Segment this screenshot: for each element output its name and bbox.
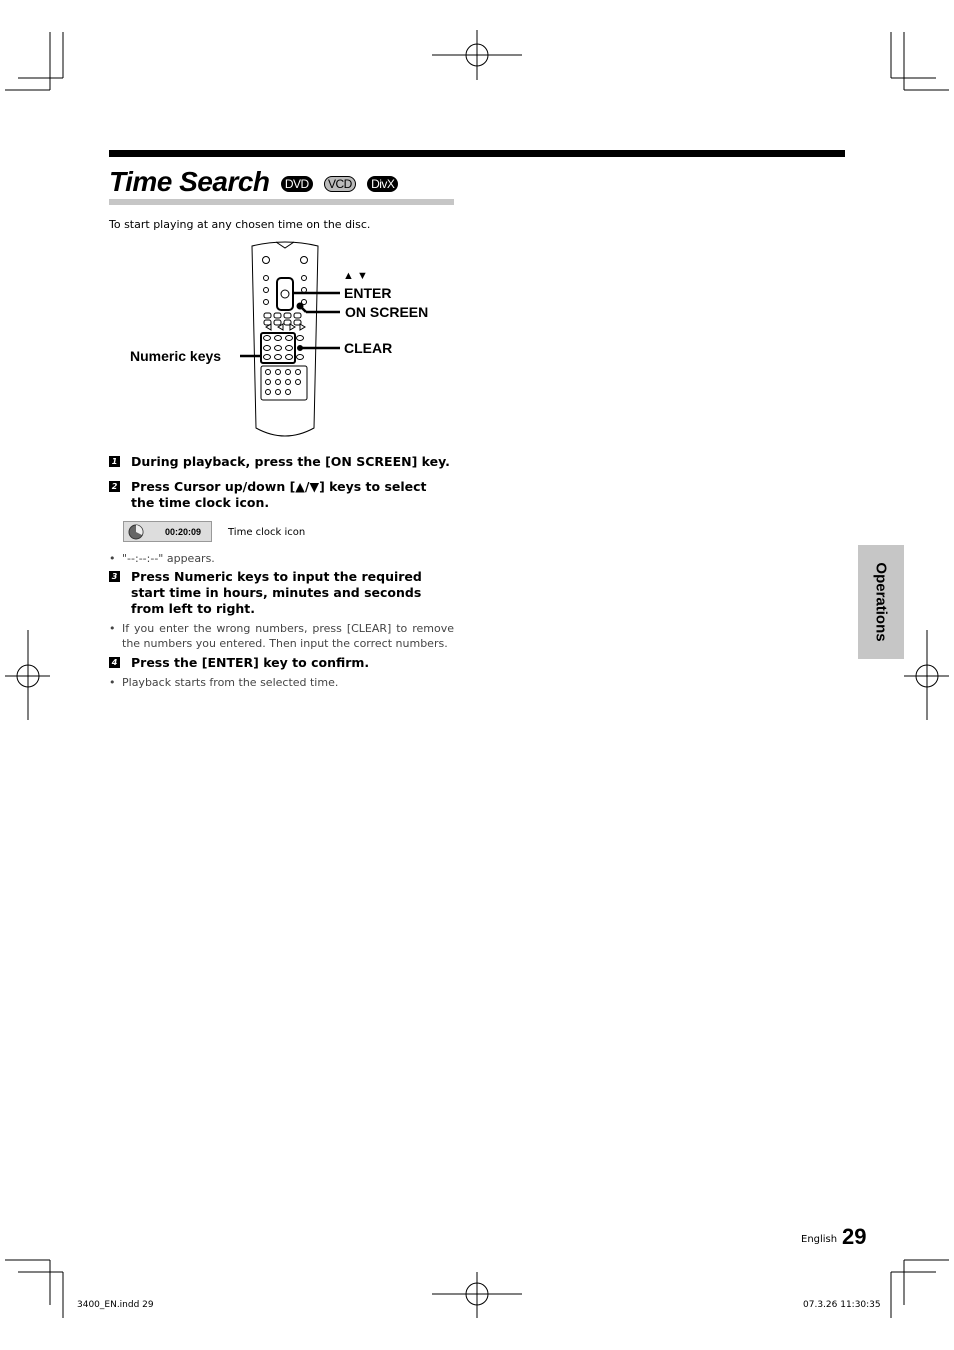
page-title bbox=[109, 166, 398, 198]
step-4 bbox=[109, 655, 454, 671]
step-text: Press Cursor up/down [▲/▼] keys to select the time clock icon. bbox=[131, 479, 427, 510]
step-text: Press Numeric keys to input the required start time in hours, minutes and seconds from left to right. bbox=[131, 569, 422, 616]
on-screen-label: ON SCREEN bbox=[345, 304, 429, 320]
page-title-text: Time Search bbox=[109, 166, 270, 197]
vcd-badge: VCD bbox=[324, 176, 356, 192]
title-underline bbox=[109, 199, 454, 205]
clear-label: CLEAR bbox=[344, 340, 393, 356]
footer-language: English bbox=[801, 1234, 838, 1245]
bullet-appears: • "--:--:--" appears. bbox=[109, 551, 454, 566]
clock-caption: Time clock icon bbox=[228, 527, 306, 538]
section-tab bbox=[858, 545, 904, 659]
section-tab-label: Operations bbox=[872, 562, 890, 642]
cursor-arrows-label: ▲ ▼ bbox=[343, 270, 368, 282]
enter-label: ENTER bbox=[344, 285, 392, 301]
step-number: 4 bbox=[109, 657, 120, 668]
clock-time: 00:20:09 bbox=[165, 527, 202, 537]
step-number: 1 bbox=[109, 456, 120, 467]
step-text: Press the [ENTER] key to confirm. bbox=[131, 655, 370, 670]
slug-file: 3400_EN.indd 29 bbox=[77, 1300, 154, 1310]
bullet-text: If you enter the wrong numbers, press [CLEAR] to remove the numbers you entered. Then input the correct numbers. bbox=[122, 622, 454, 650]
page-number: 29 bbox=[842, 1224, 867, 1249]
step-3 bbox=[109, 569, 454, 617]
step-number: 2 bbox=[109, 481, 120, 492]
bullet-text: "--:--:--" appears. bbox=[122, 552, 215, 565]
slug-timestamp: 07.3.26 11:30:35 bbox=[803, 1300, 881, 1310]
header-rule bbox=[109, 150, 845, 157]
step-1 bbox=[109, 454, 454, 470]
bullet-text: Playback starts from the selected time. bbox=[122, 676, 339, 689]
bullet-wrong-numbers: • If you enter the wrong numbers, press [CLEAR] to remove the numbers you entered. Then input the correct numbers. bbox=[109, 622, 454, 650]
bullet-playback-starts: • Playback starts from the selected time. bbox=[109, 675, 454, 690]
numeric-keys-label: Numeric keys bbox=[130, 348, 222, 364]
clock-icon bbox=[127, 523, 145, 541]
dvd-badge: DVD bbox=[281, 176, 313, 192]
step-2 bbox=[109, 479, 454, 511]
divx-badge: DivX bbox=[367, 176, 398, 192]
intro-text: To start playing at any chosen time on the disc. bbox=[109, 218, 371, 231]
step-text: During playback, press the [ON SCREEN] key. bbox=[131, 454, 450, 469]
step-number: 3 bbox=[109, 571, 120, 582]
remote-illustration bbox=[240, 238, 440, 448]
